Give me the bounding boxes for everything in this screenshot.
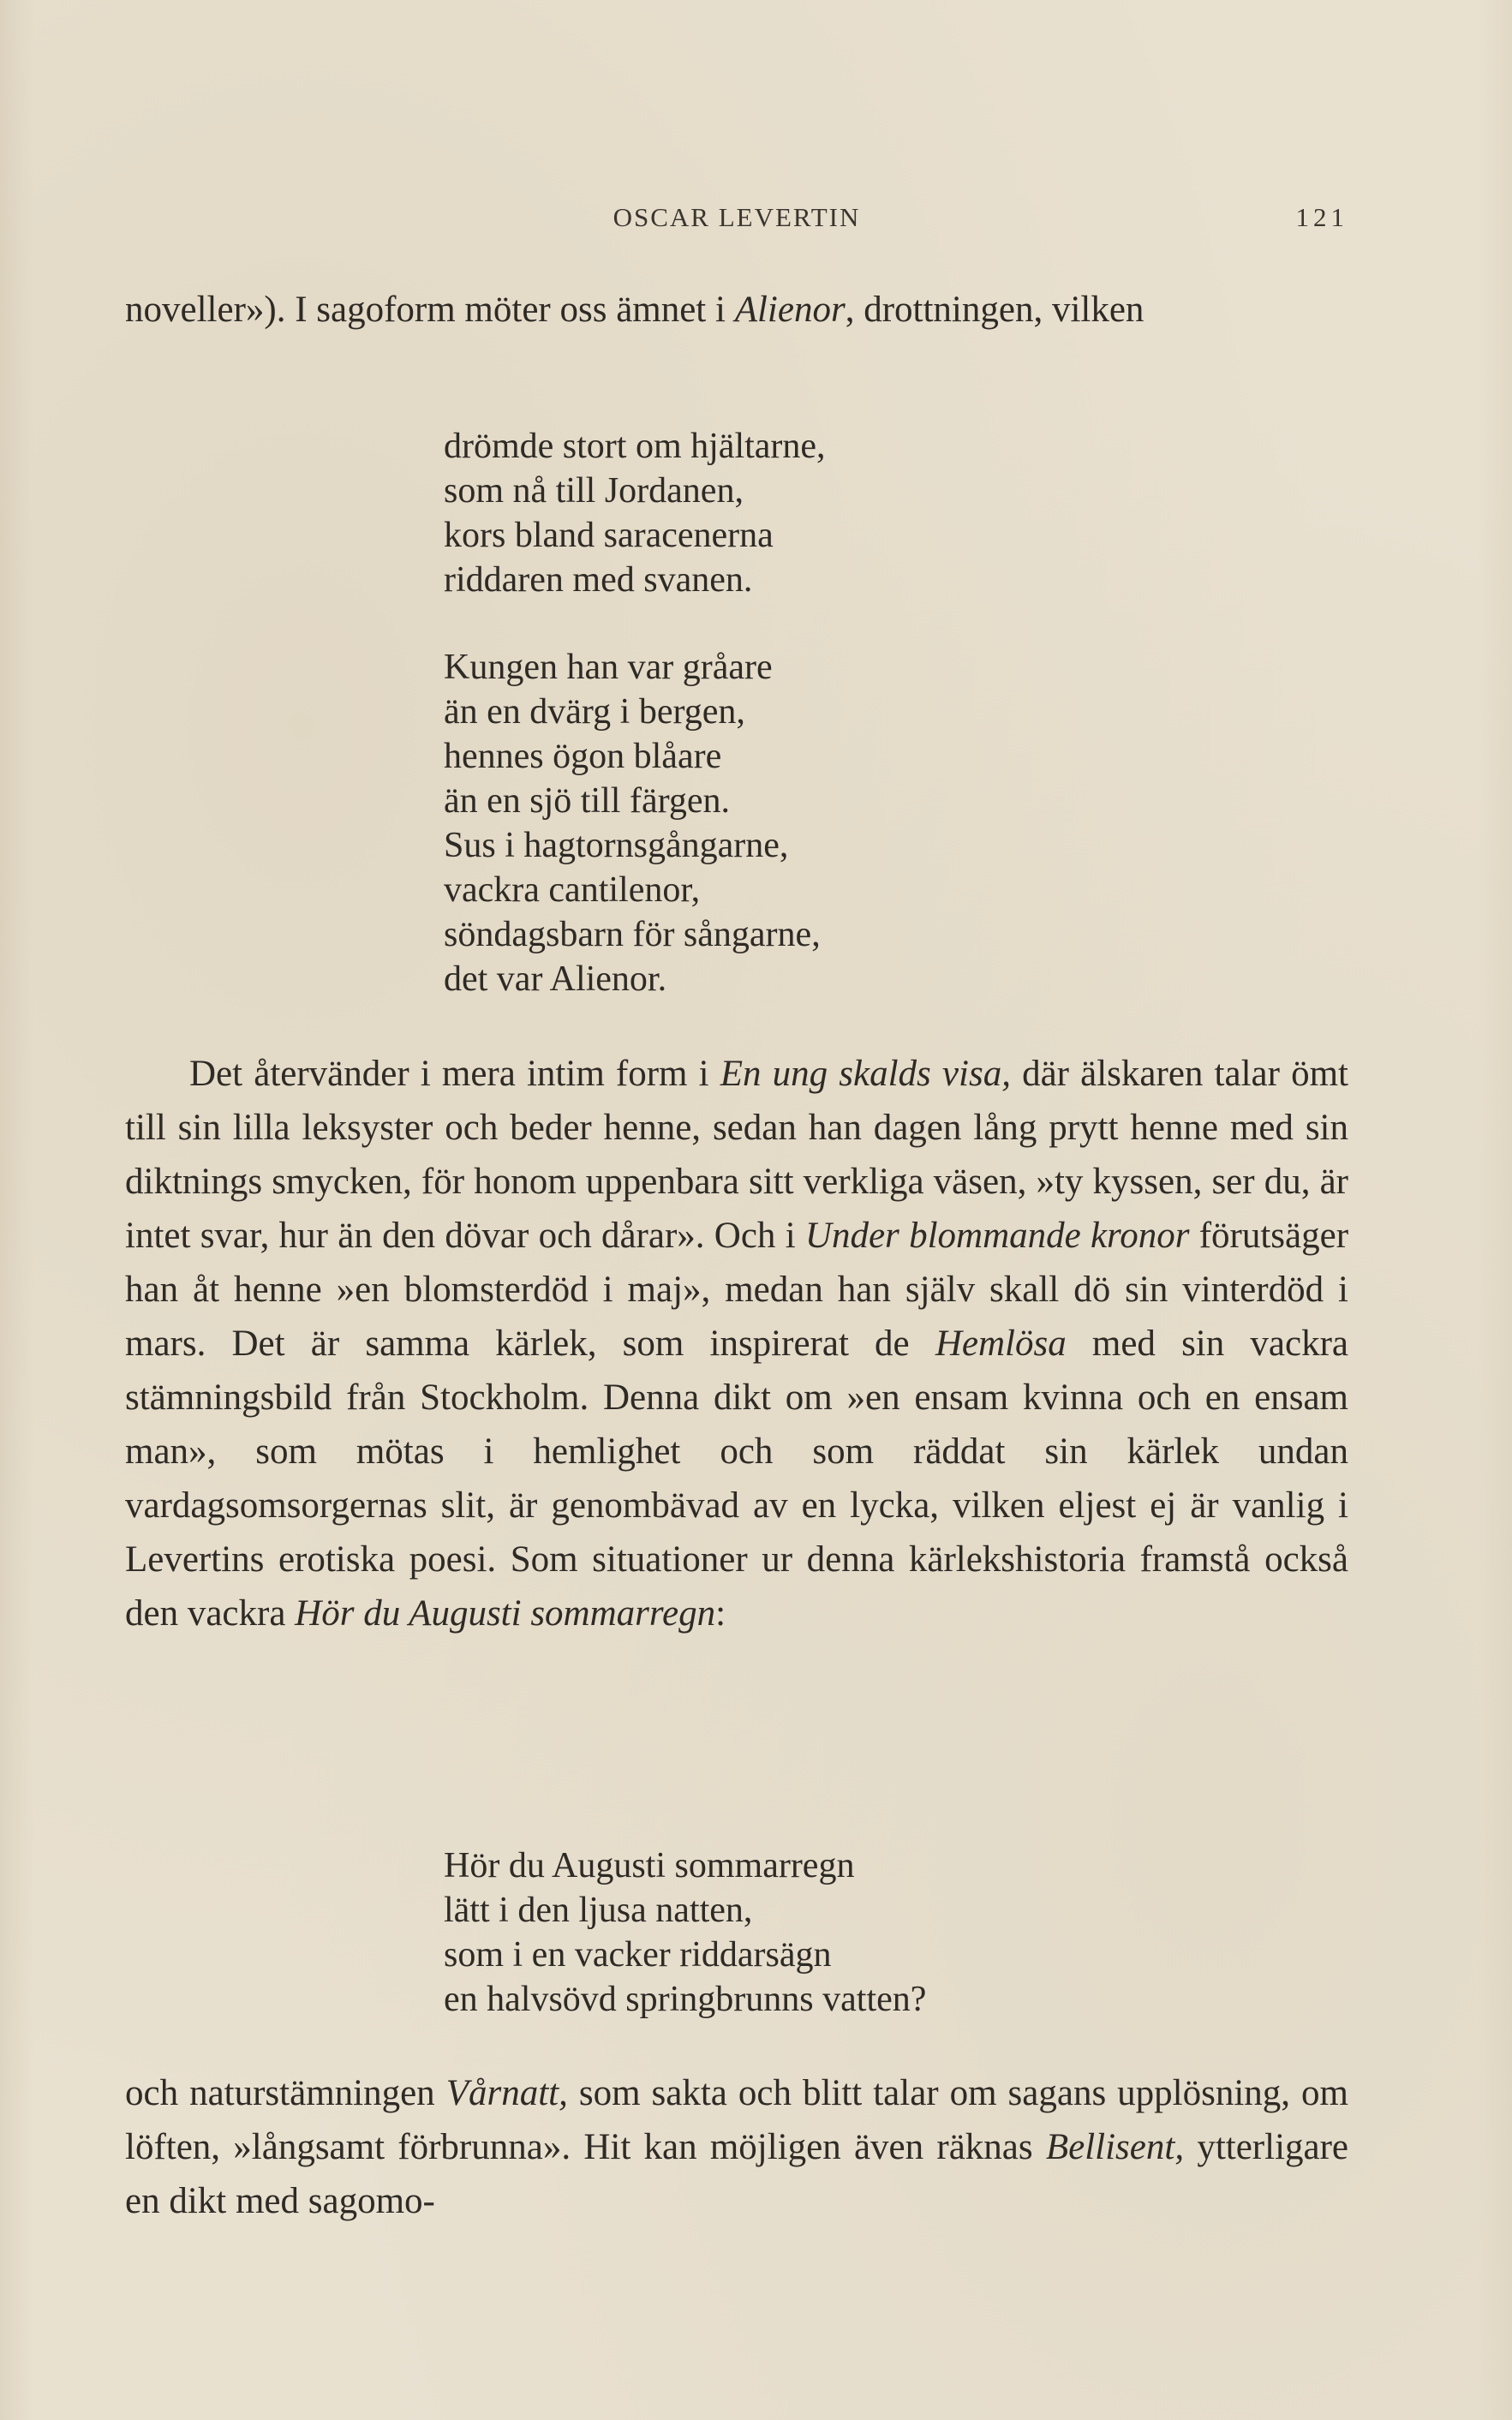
verse-line: kors bland saracenerna: [444, 516, 774, 555]
verse-line: som i en vacker riddarsägn: [444, 1935, 832, 1975]
verse-line: än en sjö till färgen.: [444, 781, 730, 821]
title-hemlosa: Hemlösa: [935, 1324, 1067, 1364]
paragraph-text: och naturstämningen: [125, 2073, 446, 2113]
title-under-blommande-kronor: Under blommande kronor: [804, 1216, 1190, 1256]
paragraph-text: :: [715, 1593, 726, 1634]
paragraph-ung-skald: [125, 1047, 1348, 1640]
verse-line: en halvsövd springbrunns vatten?: [444, 1980, 927, 2019]
title-en-ung-skalds-visa: En ung skalds visa,: [720, 1054, 1011, 1094]
paragraph-text: som sakta och blitt talar om sagans upplösning, om löften, »långsamt förbrunna». Hit kan möjligen även räknas: [125, 2073, 1349, 2167]
running-head: OSCAR LEVERTIN: [613, 202, 861, 232]
paragraph-text: noveller»). I sagoform möter oss ämnet i: [125, 290, 735, 330]
verse-line: söndagsbarn för sångarne,: [444, 915, 821, 954]
verse-line: drömde stort om hjältarne,: [444, 427, 826, 466]
page-number: 121: [1295, 202, 1348, 232]
verse-line: Sus i hagtornsgångarne,: [444, 826, 789, 865]
title-varnatt: Vårnatt,: [445, 2073, 568, 2113]
stanza-gap: [444, 602, 826, 645]
paragraph-text: med sin vackra stämningsbild från Stockholm. Denna dikt om »en ensam kvinna och en ensam man», som mötas i hemlighet och som räddat sin kärlek undan vardagsomsorgernas slit, är genombävad av en lycka, vilken eljest ej är vanlig i Levertins erotiska poesi. Som situationer ur denna kärlekshistoria framstå också den vackra: [125, 1324, 1348, 1634]
title-alienor: Alienor: [734, 290, 846, 330]
page-header: [125, 202, 1348, 240]
title-hor-du-augusti: Hör du Augusti sommarregn: [295, 1593, 716, 1634]
title-bellisent: Bellisent,: [1045, 2127, 1185, 2167]
verse-line: som nå till Jordanen,: [444, 471, 744, 511]
verse-line: riddaren med svanen.: [444, 560, 753, 600]
verse-line: vackra cantilenor,: [444, 870, 701, 910]
paragraph-text: där älskaren talar ömt till sin lilla leksyster och beder henne, sedan han dagen lång prytt henne med sin diktnings smycken, för honom uppenbara sitt verkliga väsen, »ty kyssen, ser du, är intet svar, hur än den dövar och dårar». Och i: [125, 1054, 1348, 1256]
poem-hor-du-augusti: [444, 1843, 926, 2022]
verse-line: hennes ögon blåare: [444, 737, 722, 776]
verse-line: det var Alienor.: [444, 959, 667, 999]
verse-line: Hör du Augusti sommarregn: [444, 1846, 855, 1885]
paragraph-alienor-intro: [125, 283, 1348, 337]
paragraph-text: förutsäger han åt henne »en blomsterdöd i maj», medan han själv skall dö sin vinterdöd i mars. Det är samma kärlek, som inspirerat de: [125, 1216, 1349, 1364]
verse-line: lätt i den ljusa natten,: [444, 1891, 753, 1930]
poem-alienor: [444, 424, 826, 1001]
paragraph-varnatt: [125, 2066, 1348, 2228]
paragraph-text: , drottningen, vilken: [845, 290, 1144, 330]
paragraph-text: Det återvänder i mera intim form i: [189, 1054, 720, 1094]
verse-line: Kungen han var gråare: [444, 648, 773, 687]
verse-line: än en dvärg i bergen,: [444, 692, 745, 732]
paragraph-text: ytterligare en dikt med sagomo-: [125, 2127, 1349, 2221]
